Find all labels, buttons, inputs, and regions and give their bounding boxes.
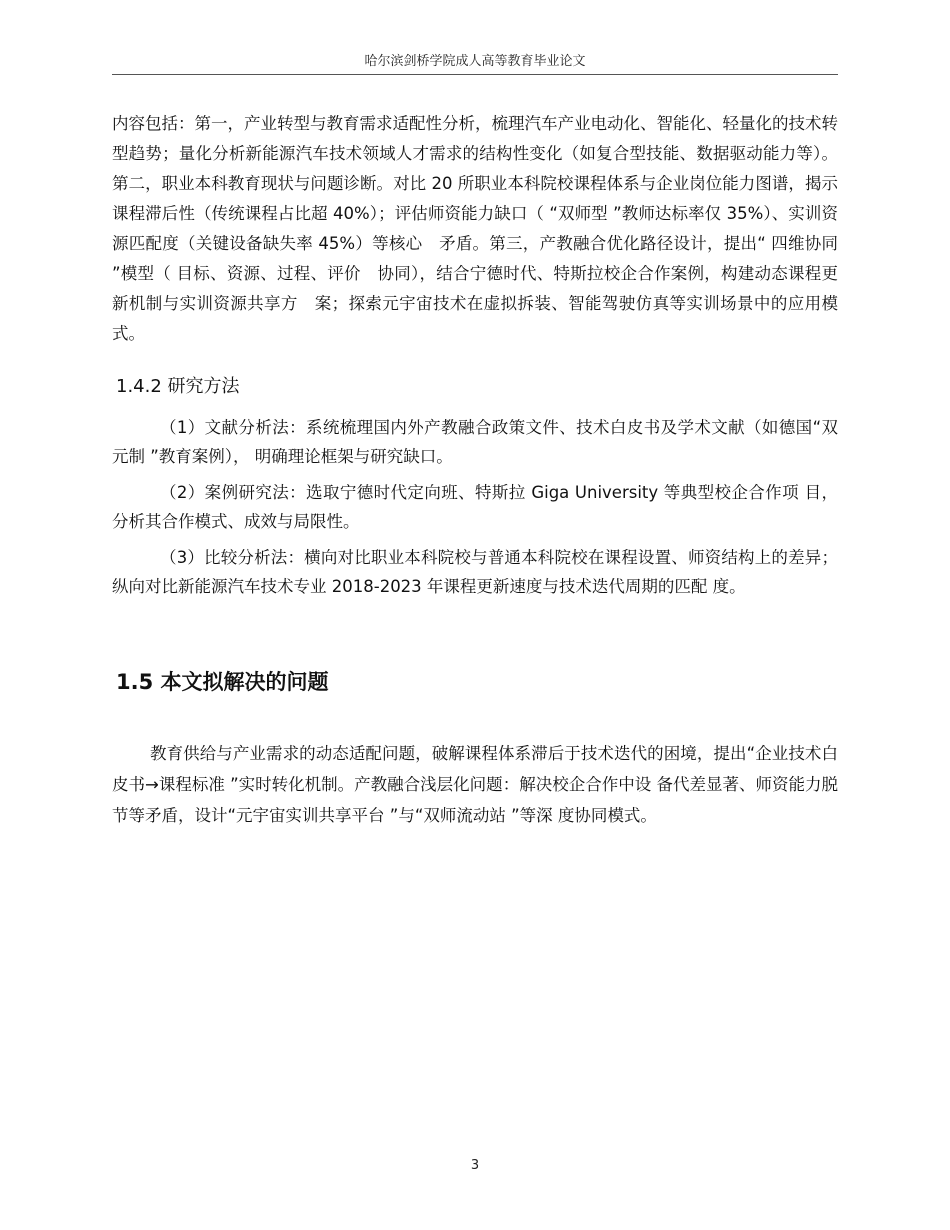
- method-case-study: （2）案例研究法：选取宁德时代定向班、特斯拉 Giga University 等典型校企合作项 目，分析其合作模式、成效与局限性。: [112, 483, 838, 531]
- page-number: 3: [470, 1158, 480, 1173]
- content-section: [112, 109, 838, 349]
- running-header: 哈尔滨剑桥学院成人高等教育毕业论文: [364, 54, 586, 69]
- header-rule: [112, 74, 838, 75]
- problems-heading: 1.5 本文拟解决的问题: [116, 670, 329, 694]
- content-paragraph: 内容包括：第一，产业转型与教育需求适配性分析，梳理汽车产业电动化、智能化、轻量化的技术转型趋势；量化分析新能源汽车技术领域人才需求的结构性变化（如复合型技能、数据驱动能力等）。第二，职业本科教育现状与问题诊断。对比 20 所职业本科院校课程体系与企业岗位能力图谱，揭示课程滞后性（传统课程占比超 40%）；评估师资能力缺口（ “双师型 ”教师达标率仅 35%）、实训资源匹配度（关键设备缺失率 45%）等核心 矛盾。第三，产教融合优化路径设计，提出“ 四维协同 ”模型（ 目标、资源、过程、评价 协同），结合宁德时代、特斯拉校企合作案例，构建动态课程更新机制与实训资源共享方 案；探索元宇宙技术在虚拟拆装、智能驾驶仿真等实训场景中的应用模式。: [112, 114, 838, 343]
- problems-section: [112, 738, 838, 831]
- method-comparative-analysis: （3）比较分析法：横向对比职业本科院校与普通本科院校在课程设置、师资结构上的差异；纵向对比新能源汽车技术专业 2018-2023 年课程更新速度与技术迭代周期的匹配 度。: [112, 548, 838, 596]
- method-literature-analysis: （1）文献分析法：系统梳理国内外产教融合政策文件、技术白皮书及学术文献（如德国“双元制 ”教育案例）， 明确理论框架与研究缺口。: [112, 418, 838, 466]
- problems-paragraph: 教育供给与产业需求的动态适配问题，破解课程体系滞后于技术迭代的困境，提出“企业技术白皮书→课程标准 ”实时转化机制。产教融合浅层化问题：解决校企合作中设 备代差显著、师资能力脱节等矛盾，设计“元宇宙实训共享平台 ”与“双师流动站 ”等深 度协同模式。: [112, 744, 838, 825]
- research-methods-heading: 1.4.2 研究方法: [116, 376, 240, 397]
- research-methods-list: [112, 413, 838, 608]
